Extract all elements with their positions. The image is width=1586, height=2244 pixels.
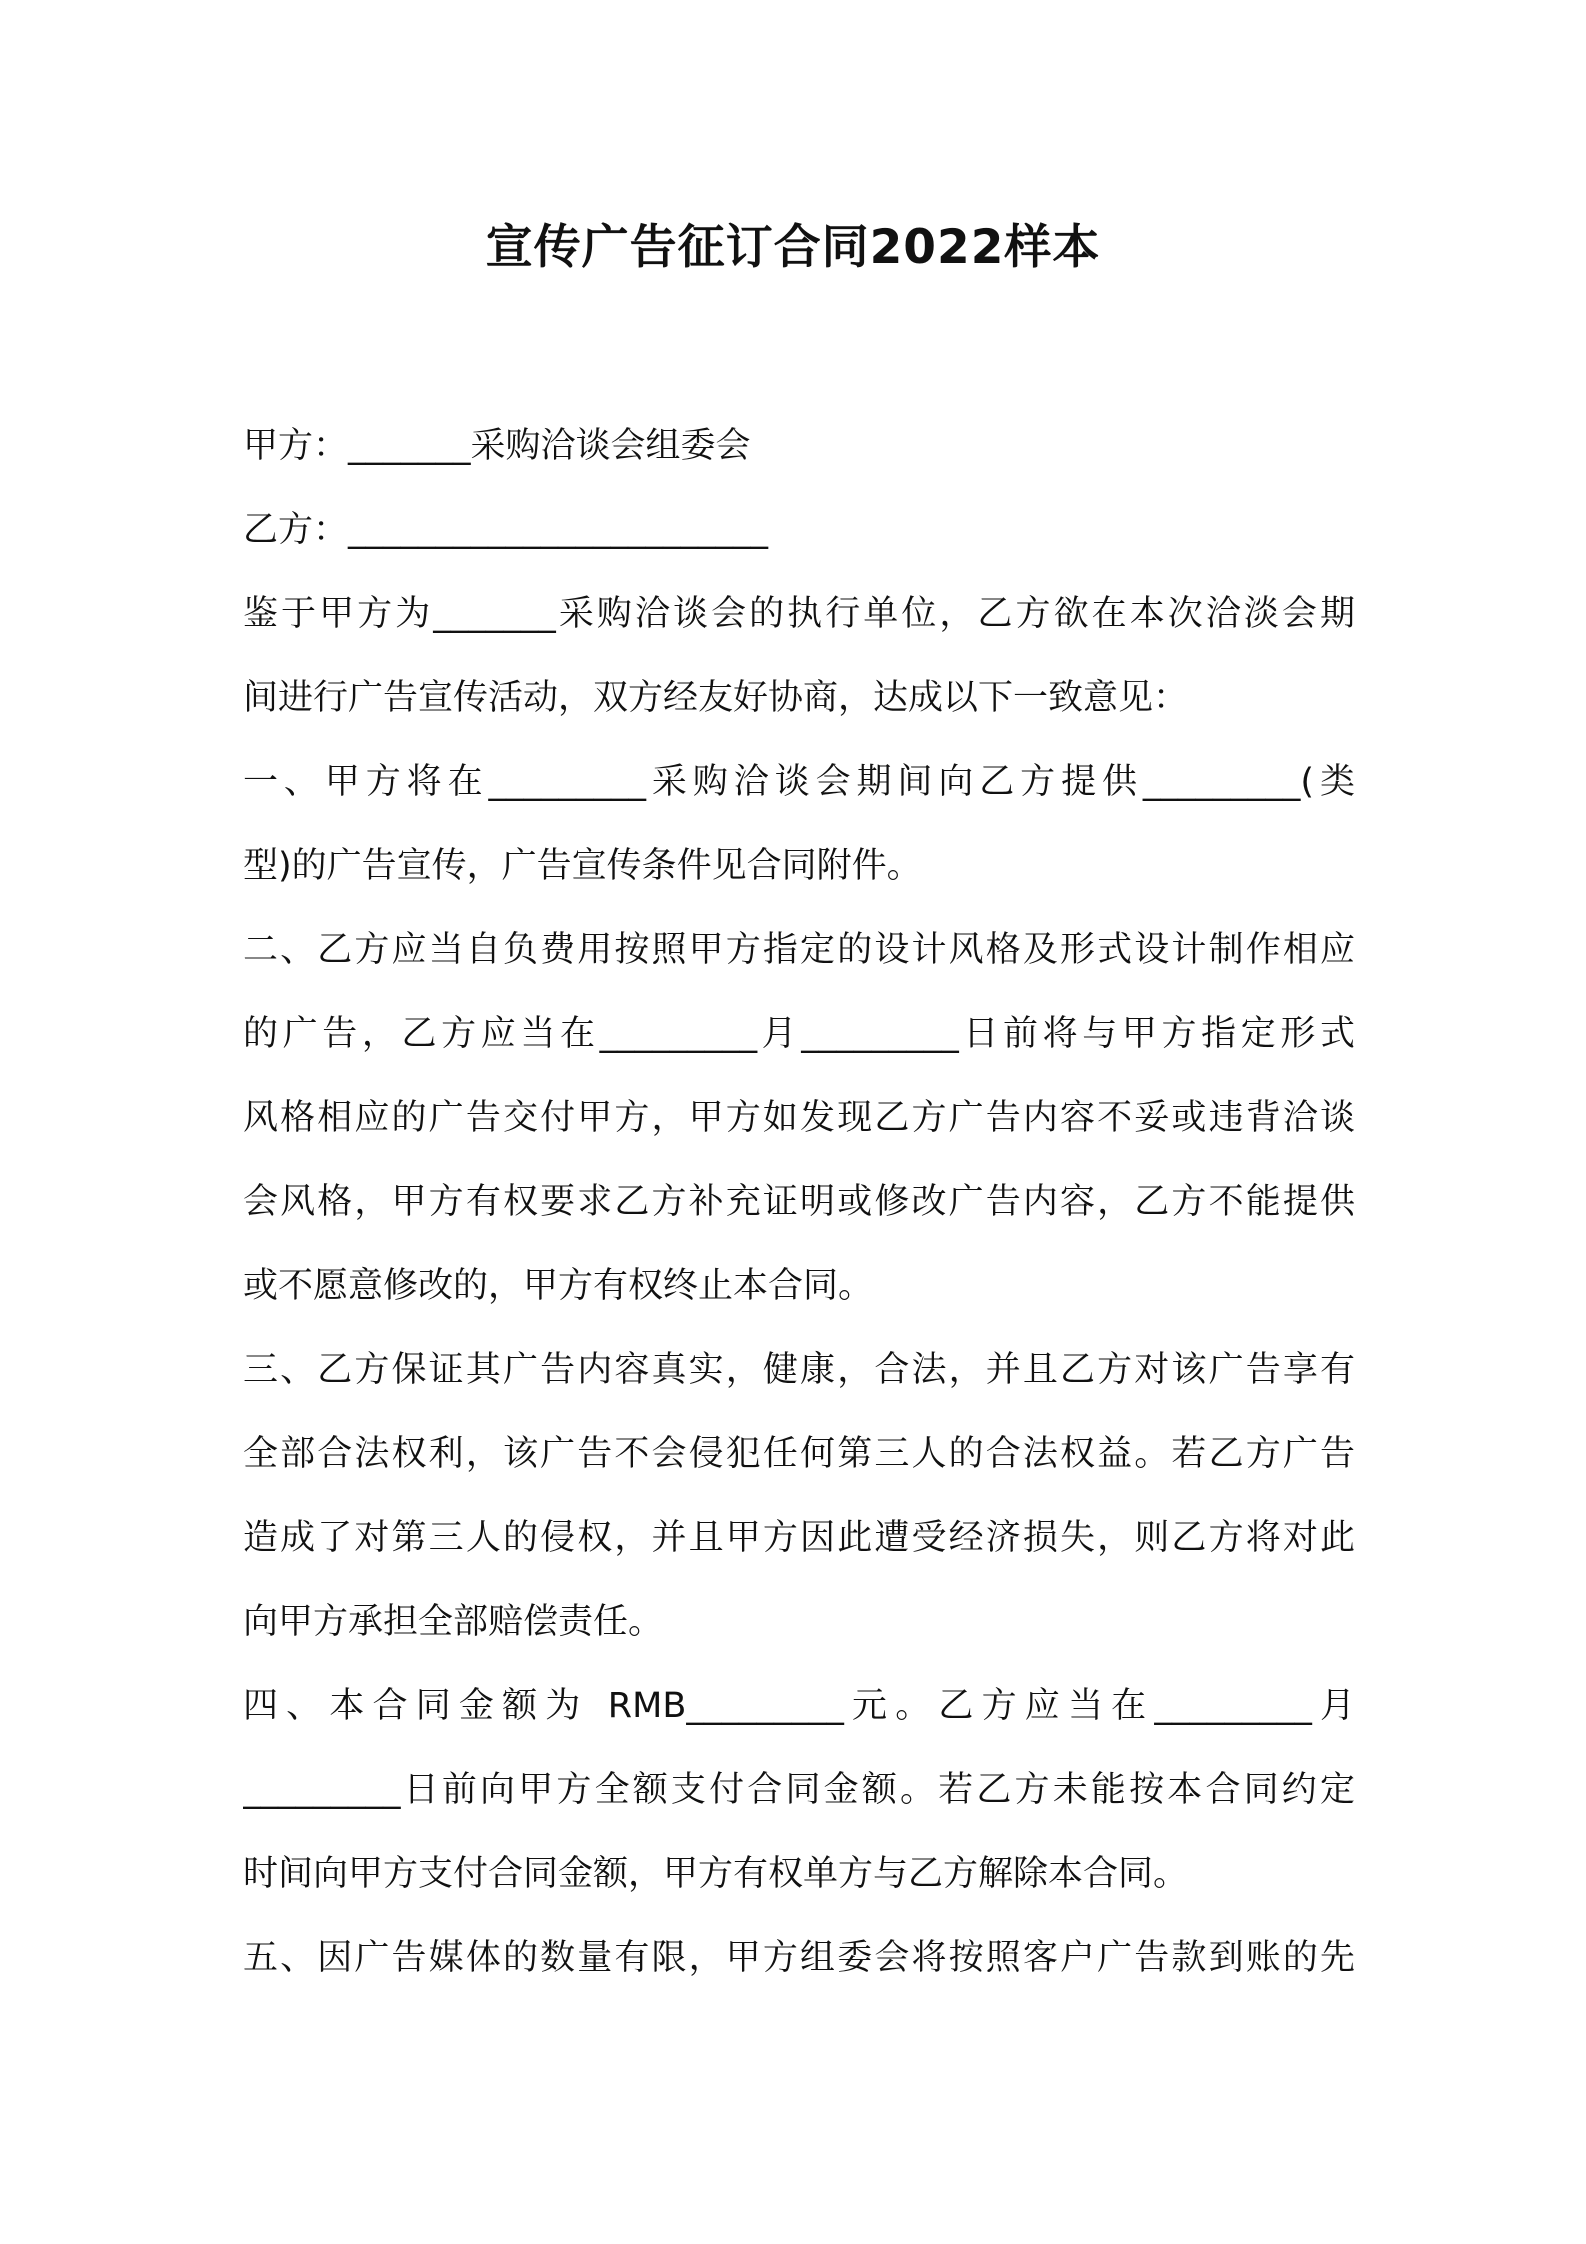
clause-5-line-1: 五、因广告媒体的数量有限，甲方组委会将按照客户广告款到账的先: [243, 1938, 1355, 1978]
document-title: 宣传广告征订合同2022样本: [485, 220, 1101, 275]
clause-1-line-1: 一、甲方将在_________采购洽谈会期间向乙方提供_________(类: [243, 762, 1355, 802]
clause-2-line-4: 会风格，甲方有权要求乙方补充证明或修改广告内容，乙方不能提供: [243, 1182, 1355, 1222]
party-b-line: 乙方：________________________: [243, 510, 769, 550]
clause-4-line-3: 时间向甲方支付合同金额，甲方有权单方与乙方解除本合同。: [243, 1854, 1189, 1894]
party-a-line: 甲方：_______采购洽谈会组委会: [243, 426, 751, 466]
clause-4-line-1: 四、本合同金额为 RMB_________元。乙方应当在_________月: [243, 1686, 1355, 1726]
clause-3-line-2: 全部合法权利，该广告不会侵犯任何第三人的合法权益。若乙方广告: [243, 1434, 1355, 1474]
clause-4-line-2: _________日前向甲方全额支付合同金额。若乙方未能按本合同约定: [243, 1770, 1355, 1810]
clause-1-line-2: 型)的广告宣传，广告宣传条件见合同附件。: [243, 846, 922, 886]
clause-2-line-1: 二、乙方应当自负费用按照甲方指定的设计风格及形式设计制作相应: [243, 930, 1355, 970]
preamble-line-2: 间进行广告宣传活动，双方经友好协商，达成以下一致意见：: [243, 678, 1189, 718]
clause-2-line-2: 的广告，乙方应当在_________月_________日前将与甲方指定形式: [243, 1014, 1355, 1054]
clause-3-line-4: 向甲方承担全部赔偿责任。: [243, 1602, 664, 1642]
preamble-line-1: 鉴于甲方为_______采购洽谈会的执行单位，乙方欲在本次洽淡会期: [243, 594, 1355, 634]
contract-body: [243, 404, 1355, 2000]
clause-2-line-3: 风格相应的广告交付甲方，甲方如发现乙方广告内容不妥或违背洽谈: [243, 1098, 1355, 1138]
clause-3-line-3: 造成了对第三人的侵权，并且甲方因此遭受经济损失，则乙方将对此: [243, 1518, 1355, 1558]
clause-3-line-1: 三、乙方保证其广告内容真实，健康，合法，并且乙方对该广告享有: [243, 1350, 1355, 1390]
clause-2-line-5: 或不愿意修改的，甲方有权终止本合同。: [243, 1266, 874, 1306]
